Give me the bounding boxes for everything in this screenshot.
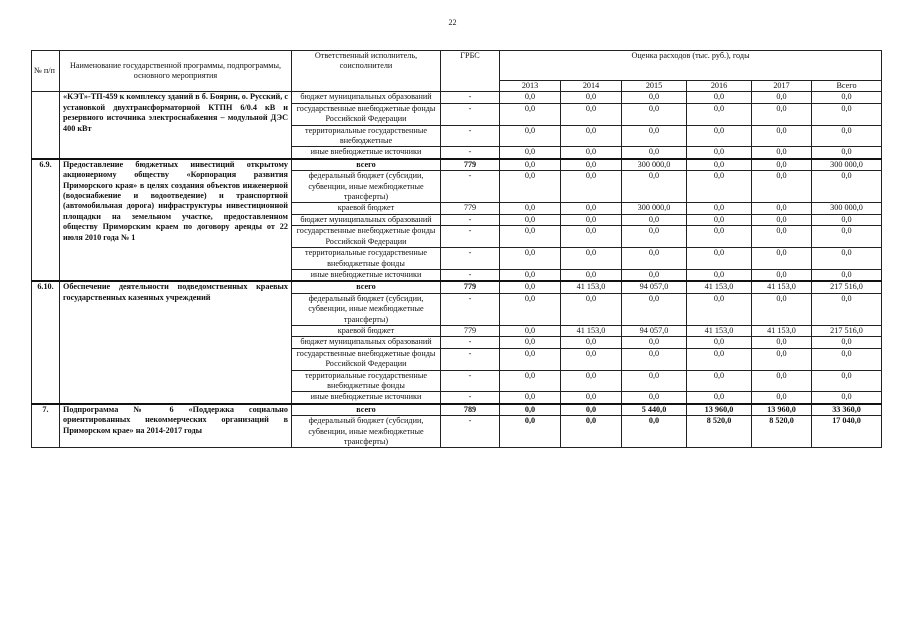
value-cell: 41 153,0	[752, 281, 812, 293]
header-year: 2014	[561, 81, 622, 92]
executor-cell: краевой бюджет	[292, 203, 441, 214]
value-cell: 0,0	[812, 103, 882, 125]
value-cell: 0,0	[622, 125, 687, 147]
grbs-cell: -	[441, 147, 500, 159]
value-cell: 0,0	[622, 337, 687, 348]
value-cell: 0,0	[752, 226, 812, 248]
value-cell: 0,0	[687, 226, 752, 248]
value-cell: 0,0	[752, 171, 812, 203]
executor-cell: всего	[292, 159, 441, 171]
value-cell: 0,0	[500, 159, 561, 171]
value-cell: 300 000,0	[812, 159, 882, 171]
value-cell: 0,0	[812, 226, 882, 248]
value-cell: 0,0	[812, 147, 882, 159]
value-cell: 0,0	[500, 248, 561, 270]
grbs-cell: -	[441, 392, 500, 404]
value-cell: 0,0	[500, 416, 561, 448]
value-cell: 0,0	[622, 269, 687, 281]
value-cell: 0,0	[687, 92, 752, 103]
value-cell: 0,0	[500, 281, 561, 293]
value-cell: 0,0	[687, 203, 752, 214]
value-cell: 8 520,0	[752, 416, 812, 448]
value-cell: 217 516,0	[812, 281, 882, 293]
value-cell: 41 153,0	[752, 325, 812, 336]
program-name: «КЭТ»-ТП-459 к комплексу зданий в б. Боярин, о. Русский, с установкой двухтрансформаторной КТПН 6/0.4 кВ и резервного источника электроснабжения – модульной ДЭС 400 кВт	[60, 92, 292, 159]
value-cell: 0,0	[752, 348, 812, 370]
header-year: 2016	[687, 81, 752, 92]
grbs-cell: -	[441, 103, 500, 125]
value-cell: 0,0	[687, 147, 752, 159]
value-cell: 0,0	[687, 248, 752, 270]
executor-cell: федеральный бюджет (субсидии, субвенции, иные межбюджетные трансферты)	[292, 293, 441, 325]
header-col-grbs: ГРБС	[441, 51, 500, 92]
value-cell: 0,0	[752, 92, 812, 103]
value-cell: 0,0	[687, 293, 752, 325]
row-number	[32, 92, 60, 159]
value-cell: 0,0	[500, 337, 561, 348]
value-cell: 0,0	[687, 103, 752, 125]
value-cell: 94 057,0	[622, 325, 687, 336]
executor-cell: всего	[292, 404, 441, 416]
value-cell: 0,0	[561, 416, 622, 448]
value-cell: 0,0	[561, 370, 622, 392]
value-cell: 0,0	[561, 269, 622, 281]
value-cell: 0,0	[561, 103, 622, 125]
value-cell: 0,0	[752, 159, 812, 171]
value-cell: 0,0	[752, 392, 812, 404]
value-cell: 0,0	[752, 125, 812, 147]
value-cell: 0,0	[561, 92, 622, 103]
header-year: 2017	[752, 81, 812, 92]
executor-cell: государственные внебюджетные фонды Российской Федерации	[292, 348, 441, 370]
value-cell: 0,0	[687, 370, 752, 392]
value-cell: 0,0	[500, 226, 561, 248]
value-cell: 0,0	[687, 337, 752, 348]
value-cell: 0,0	[622, 171, 687, 203]
grbs-cell: 779	[441, 203, 500, 214]
value-cell: 8 520,0	[687, 416, 752, 448]
value-cell: 0,0	[500, 325, 561, 336]
grbs-cell: -	[441, 214, 500, 225]
executor-cell: территориальные государственные внебюджетные фонды	[292, 248, 441, 270]
value-cell: 0,0	[500, 293, 561, 325]
value-cell: 17 040,0	[812, 416, 882, 448]
value-cell: 0,0	[812, 214, 882, 225]
value-cell: 0,0	[500, 171, 561, 203]
value-cell: 0,0	[500, 147, 561, 159]
value-cell: 0,0	[561, 203, 622, 214]
row-number: 7.	[32, 404, 60, 448]
executor-cell: бюджет муниципальных образований	[292, 337, 441, 348]
row-number: 6.10.	[32, 281, 60, 403]
value-cell: 0,0	[752, 103, 812, 125]
page-number: 22	[448, 18, 457, 27]
value-cell: 41 153,0	[561, 325, 622, 336]
value-cell: 0,0	[500, 103, 561, 125]
executor-cell: федеральный бюджет (субсидии, субвенции, иные межбюджетные трансферты)	[292, 171, 441, 203]
grbs-cell: -	[441, 370, 500, 392]
header-col-no: № п/п	[32, 51, 60, 92]
grbs-cell: 779	[441, 325, 500, 336]
value-cell: 0,0	[812, 269, 882, 281]
value-cell: 33 360,0	[812, 404, 882, 416]
value-cell: 0,0	[622, 392, 687, 404]
value-cell: 0,0	[752, 248, 812, 270]
table-row	[32, 92, 882, 103]
value-cell: 0,0	[561, 348, 622, 370]
grbs-cell: -	[441, 125, 500, 147]
table-row	[32, 281, 882, 293]
header-col-executor: Ответственный исполнитель, соисполнители	[292, 51, 441, 92]
value-cell: 0,0	[500, 348, 561, 370]
value-cell: 0,0	[500, 92, 561, 103]
value-cell: 300 000,0	[622, 203, 687, 214]
value-cell: 0,0	[812, 125, 882, 147]
value-cell: 0,0	[622, 416, 687, 448]
value-cell: 0,0	[561, 392, 622, 404]
value-cell: 0,0	[812, 392, 882, 404]
value-cell: 0,0	[622, 103, 687, 125]
header-year: Всего	[812, 81, 882, 92]
executor-cell: федеральный бюджет (субсидии, субвенции, иные межбюджетные трансферты)	[292, 416, 441, 448]
value-cell: 0,0	[500, 404, 561, 416]
executor-cell: иные внебюджетные источники	[292, 147, 441, 159]
table-body	[32, 92, 882, 448]
row-number: 6.9.	[32, 159, 60, 281]
table-row	[32, 159, 882, 171]
value-cell: 0,0	[500, 392, 561, 404]
value-cell: 0,0	[500, 203, 561, 214]
value-cell: 0,0	[622, 92, 687, 103]
header-col-cost: Оценка расходов (тыс. руб.), годы	[500, 51, 882, 81]
value-cell: 0,0	[561, 125, 622, 147]
header-year: 2013	[500, 81, 561, 92]
value-cell: 13 960,0	[752, 404, 812, 416]
value-cell: 0,0	[561, 159, 622, 171]
executor-cell: краевой бюджет	[292, 325, 441, 336]
grbs-cell: -	[441, 348, 500, 370]
executor-cell: всего	[292, 281, 441, 293]
expenditure-table	[31, 50, 882, 448]
value-cell: 0,0	[622, 147, 687, 159]
value-cell: 5 440,0	[622, 404, 687, 416]
value-cell: 41 153,0	[687, 281, 752, 293]
value-cell: 0,0	[812, 293, 882, 325]
grbs-cell: 779	[441, 159, 500, 171]
grbs-cell: -	[441, 92, 500, 103]
executor-cell: бюджет муниципальных образований	[292, 92, 441, 103]
grbs-cell: -	[441, 269, 500, 281]
executor-cell: государственные внебюджетные фонды Российской Федерации	[292, 103, 441, 125]
executor-cell: территориальные государственные внебюджетные фонды	[292, 370, 441, 392]
value-cell: 0,0	[622, 226, 687, 248]
grbs-cell: -	[441, 416, 500, 448]
value-cell: 0,0	[622, 293, 687, 325]
value-cell: 0,0	[687, 269, 752, 281]
value-cell: 0,0	[752, 337, 812, 348]
value-cell: 0,0	[752, 370, 812, 392]
program-name: Предоставление бюджетных инвестиций открытому акционерному обществу «Корпорация развития Приморского края» в целях создания объектов инженерной (водоснабжение и водоотведение) и транспортной (автомобильная дорога) инфраструктуры инвестиционной площадки на земельном участке, предоставленном обществу Приморским краем по договору аренды от 22 июля 2010 года № 1	[60, 159, 292, 281]
value-cell: 0,0	[812, 92, 882, 103]
value-cell: 0,0	[561, 293, 622, 325]
program-name: Подпрограмма № 6 «Поддержка социально ориентированных некоммерческих организаций в Приморском крае» на 2014-2017 годы	[60, 404, 292, 448]
grbs-cell: -	[441, 171, 500, 203]
executor-cell: иные внебюджетные источники	[292, 392, 441, 404]
value-cell: 0,0	[500, 370, 561, 392]
value-cell: 41 153,0	[561, 281, 622, 293]
program-name: Обеспечение деятельности подведомственных краевых государственных казенных учреждений	[60, 281, 292, 403]
grbs-cell: -	[441, 293, 500, 325]
value-cell: 300 000,0	[812, 203, 882, 214]
value-cell: 0,0	[622, 348, 687, 370]
value-cell: 13 960,0	[687, 404, 752, 416]
value-cell: 0,0	[687, 159, 752, 171]
value-cell: 0,0	[687, 214, 752, 225]
value-cell: 0,0	[561, 147, 622, 159]
header-year: 2015	[622, 81, 687, 92]
table-row	[32, 404, 882, 416]
header-col-name: Наименование государственной программы, подпрограммы, основного мероприятия	[60, 51, 292, 92]
value-cell: 0,0	[812, 171, 882, 203]
value-cell: 0,0	[500, 269, 561, 281]
value-cell: 0,0	[561, 337, 622, 348]
value-cell: 0,0	[812, 337, 882, 348]
value-cell: 0,0	[752, 203, 812, 214]
value-cell: 0,0	[561, 171, 622, 203]
value-cell: 41 153,0	[687, 325, 752, 336]
executor-cell: иные внебюджетные источники	[292, 269, 441, 281]
value-cell: 0,0	[812, 370, 882, 392]
value-cell: 0,0	[687, 171, 752, 203]
value-cell: 0,0	[752, 214, 812, 225]
value-cell: 0,0	[500, 214, 561, 225]
value-cell: 0,0	[500, 125, 561, 147]
executor-cell: бюджет муниципальных образований	[292, 214, 441, 225]
value-cell: 0,0	[561, 404, 622, 416]
value-cell: 0,0	[687, 348, 752, 370]
value-cell: 0,0	[622, 248, 687, 270]
executor-cell: государственные внебюджетные фонды Российской Федерации	[292, 226, 441, 248]
value-cell: 0,0	[561, 248, 622, 270]
value-cell: 0,0	[752, 293, 812, 325]
grbs-cell: -	[441, 226, 500, 248]
value-cell: 0,0	[812, 348, 882, 370]
executor-cell: территориальные государственные внебюджетные	[292, 125, 441, 147]
value-cell: 0,0	[812, 248, 882, 270]
grbs-cell: -	[441, 248, 500, 270]
value-cell: 0,0	[622, 370, 687, 392]
value-cell: 0,0	[561, 214, 622, 225]
value-cell: 0,0	[687, 392, 752, 404]
value-cell: 0,0	[752, 269, 812, 281]
value-cell: 0,0	[687, 125, 752, 147]
value-cell: 94 057,0	[622, 281, 687, 293]
value-cell: 0,0	[622, 214, 687, 225]
grbs-cell: 779	[441, 281, 500, 293]
grbs-cell: -	[441, 337, 500, 348]
value-cell: 217 516,0	[812, 325, 882, 336]
value-cell: 0,0	[561, 226, 622, 248]
value-cell: 0,0	[752, 147, 812, 159]
value-cell: 300 000,0	[622, 159, 687, 171]
grbs-cell: 789	[441, 404, 500, 416]
